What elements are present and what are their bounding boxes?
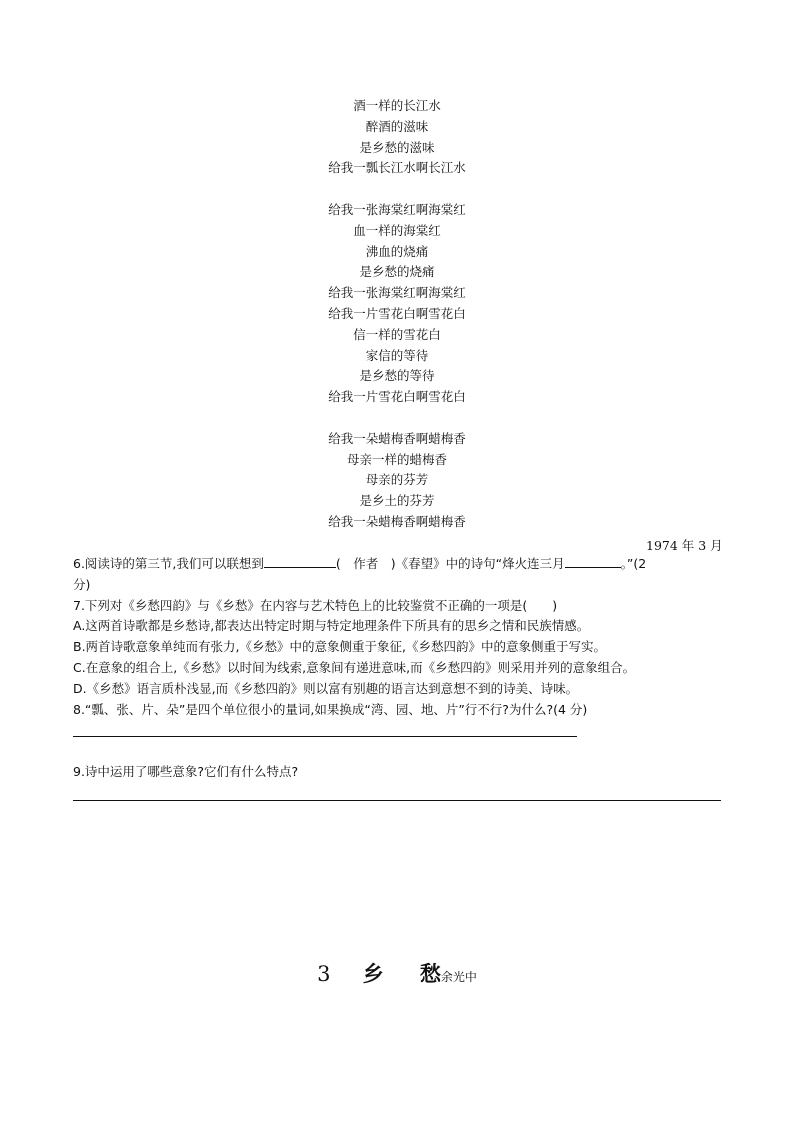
poem-line: 给我一张海棠红啊海棠红 [328, 285, 466, 301]
poem-line: 家信的等待 [365, 347, 429, 363]
poem-line: 沸血的烧痛 [365, 243, 429, 259]
question-6-text-a: 6.阅读诗的第三节,我们可以联想到 [73, 556, 264, 571]
section-title-char-1: 乡 [362, 961, 384, 986]
answer-line[interactable] [73, 800, 721, 801]
answer-line[interactable] [73, 736, 577, 737]
poem-line: 母亲一样的蜡梅香 [346, 451, 447, 467]
section-title-char-2: 愁 [419, 961, 441, 986]
poem-line: 母亲的芬芳 [365, 472, 429, 488]
answer-blank[interactable] [264, 554, 336, 568]
poem-line: 给我一瓢长江水啊长江水 [328, 160, 466, 176]
poem-line: 给我一朵蜡梅香啊蜡梅香 [328, 430, 466, 446]
poem-line: 给我一张海棠红啊海棠红 [328, 201, 466, 217]
question-7-option-d: D.《乡愁》语言质朴浅显,而《乡愁四韵》则以富有别趣的语言达到意想不到的诗美、诗味。 [73, 681, 579, 696]
poem-line: 是乡土的芬芳 [359, 493, 435, 509]
question-6-cont: 分) [73, 577, 91, 592]
poem-line: 给我一片雪花白啊雪花白 [328, 389, 466, 405]
question-7-option-c: C.在意象的组合上,《乡愁》以时间为线索,意象间有递进意味,而《乡愁四韵》则采用并列的意象组合。 [73, 660, 636, 675]
question-7-option-b: B.两首诗歌意象单纯而有张力,《乡愁》中的意象侧重于象征,《乡愁四韵》中的意象侧重于写实。 [73, 639, 606, 654]
poem-line: 是乡愁的滋味 [359, 139, 435, 155]
question-6-text-b: ( 作者 )《春望》中的诗句“烽火连三月 [335, 556, 565, 571]
section-number: 3 [317, 962, 331, 986]
question-7-stem: 7.下列对《乡愁四韵》与《乡愁》在内容与艺术特色上的比较鉴赏不正确的一项是( ) [73, 598, 558, 613]
poem-line: 醉酒的滋味 [365, 118, 429, 134]
poem-line: 给我一朵蜡梅香啊蜡梅香 [328, 513, 466, 529]
poem-date: 1974 年 3 月 [646, 538, 723, 553]
poem-line: 是乡愁的烧痛 [359, 264, 435, 280]
poem-line: 信一样的雪花白 [353, 326, 441, 342]
poem-stanza-1 [0, 96, 794, 533]
question-8: 8.“瓢、张、片、朵”是四个单位很小的量词,如果换成“湾、园、地、片”行不行?为什么?(4 分) [73, 702, 588, 717]
question-6 [73, 554, 646, 574]
author-name: 余光中 [440, 970, 477, 984]
question-6-text-c: 。”(2 [620, 556, 647, 571]
question-7-option-a: A.这两首诗歌都是乡愁诗,都表达出特定时期与特定地理条件下所具有的思乡之情和民族情感。 [73, 618, 590, 633]
question-9: 9.诗中运用了哪些意象?它们有什么特点? [73, 764, 299, 779]
answer-blank[interactable] [565, 554, 621, 568]
poem-line: 是乡愁的等待 [359, 368, 435, 384]
section-title [0, 958, 794, 988]
poem-line: 酒一样的长江水 [353, 98, 441, 113]
poem-line: 给我一片雪花白啊雪花白 [328, 305, 466, 321]
poem-line: 血一样的海棠红 [353, 222, 441, 238]
